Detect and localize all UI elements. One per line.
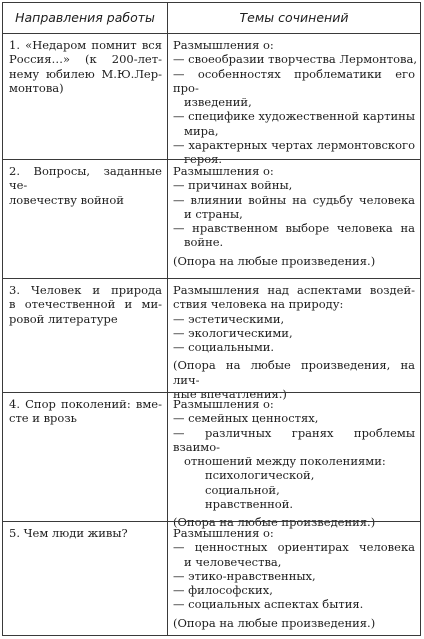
row-4-direction: 4. Спор поколений: вме- сте и врозь [9,397,162,426]
row-3-direction: 3. Человек и природа в отечественной и ми- ровой литературе [9,283,162,326]
essay-topics-table [2,2,421,636]
header-directions: Направления работы [15,10,155,25]
row-2-direction: 2. Вопросы, заданные че- ловечеству войной [9,164,162,207]
header-topics: Темы сочинений [239,10,349,25]
row-5-topics: Размышления о: — ценностных ориентирах человека и человечества, — этико-нравственных, — философских, — социальных аспектах бытия. (Опора на любые произведения.) [173,526,415,630]
row-3-topics: Размышления над аспектами воздей- ствия человека на природу: — эстетическими, — экологическими, — социальными. (Опора на любые произведения, на лич- ные впечатления.) [173,283,415,402]
row-1-direction: 1. «Недаром помнит вся Россия…» (к 200-лет- нему юбилею М.Ю.Лер- монтова) [9,38,162,95]
row-1-topics: Размышления о: — своеобразии творчества Лермонтова, — особенностях проблематики его про- изведений, — специфике художественной картины мира, — характерных чертах лермонтовского героя. [173,38,418,167]
row-5-direction: 5. Чем люди живы? [9,526,128,540]
row-2-topics: Размышления о: — причинах войны, — влиянии войны на судьбу человека и страны, — нравственном выборе человека на войне. (Опора на любые произведения.) [173,164,415,268]
row-4-topics: Размышления о: — семейных ценностях, — различных гранях проблемы взаимо- отношений между поколениями: психологической, социальной, нравственной. (Опора на любые произведения.) [173,397,415,530]
